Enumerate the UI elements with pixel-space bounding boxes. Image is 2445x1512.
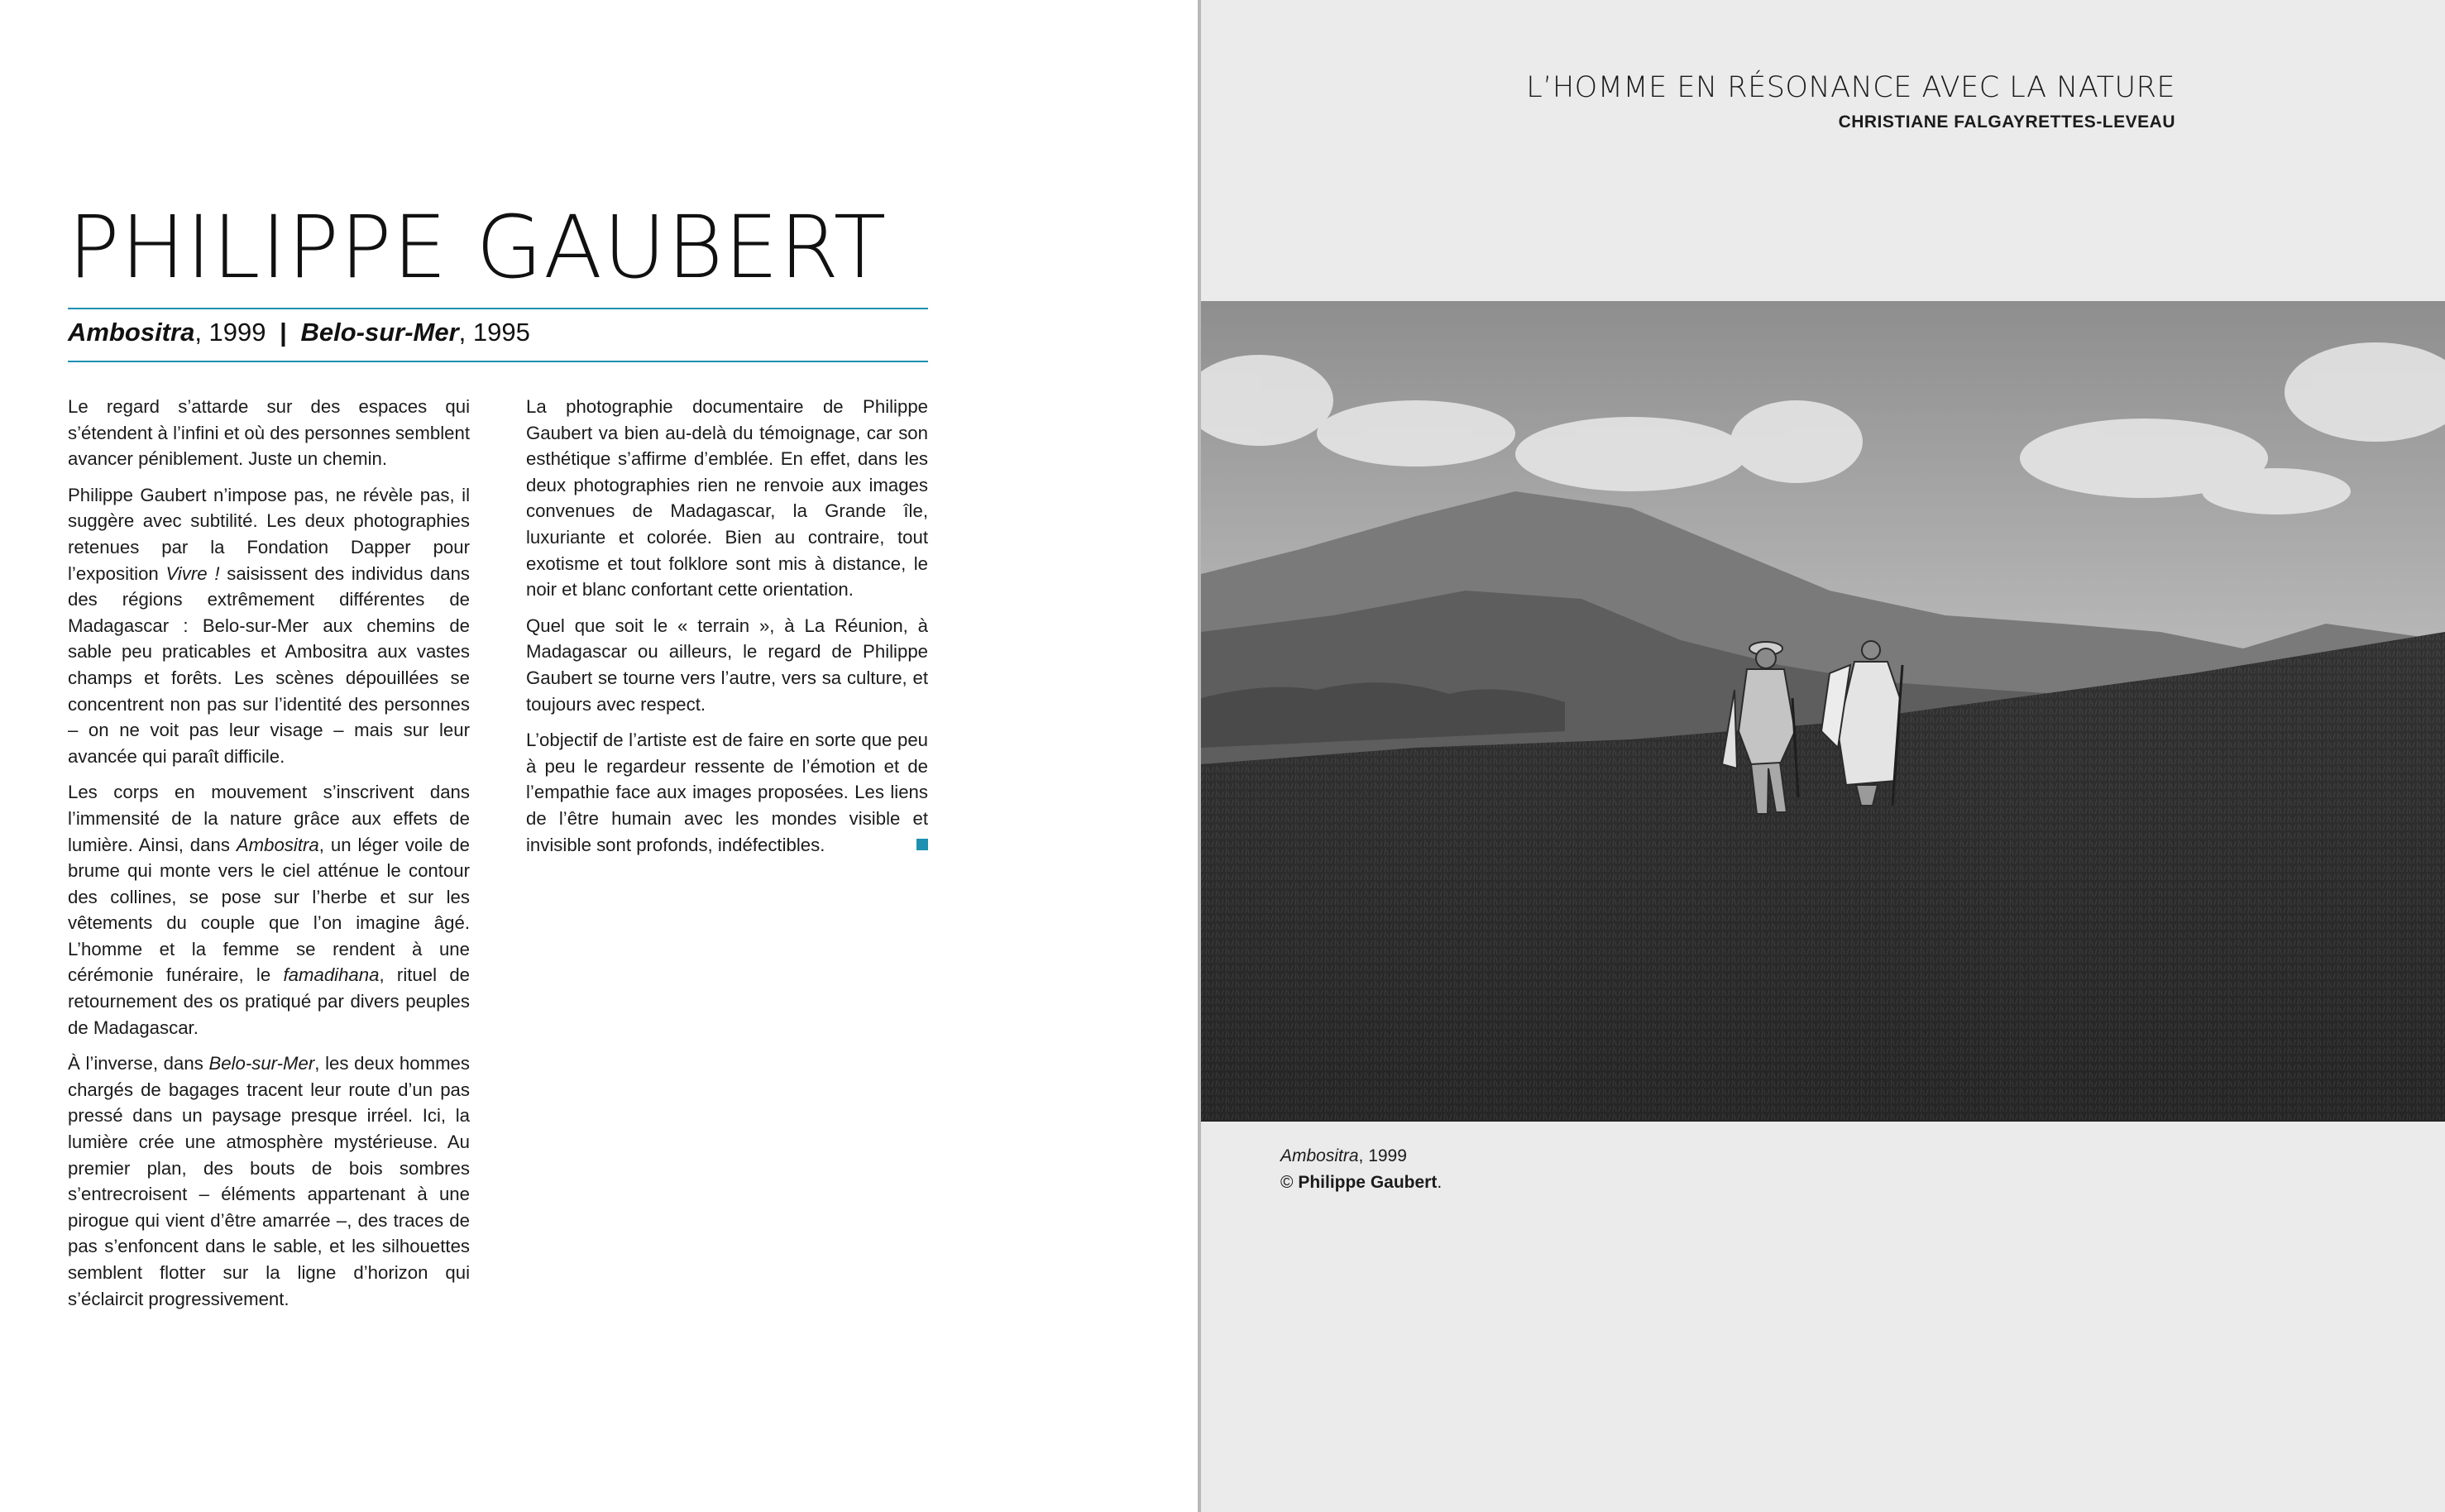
page-title: PHILIPPE GAUBERT [68, 197, 888, 298]
caption-line-1 [1280, 1143, 1942, 1170]
paragraph: Philippe Gaubert n’impose pas, ne révèle pas, il suggère avec subtilité. Les deux photographies retenues par la Fondation Dapper pour l’exposition Vivre ! saisissent des individus dans des régions extrêmement différentes de Madagascar : Belo-sur-Mer aux chemins de sable peu praticables et Ambositra aux vastes champs et forêts. Les scènes dépouillées se concentrent non pas sur l’identité des personnes – on ne voit pas leur visage – mais sur leur avancée qui paraît difficile. [68, 484, 470, 767]
title-rule-top [68, 308, 928, 309]
photo-caption [1280, 1143, 1942, 1196]
work-year-2: , 1995 [458, 318, 530, 347]
caption-year: , 1999 [1358, 1146, 1407, 1165]
paragraph: La photographie documentaire de Philippe Gaubert va bien au-delà du témoignage, car son esthétique s’affirme d’emblée. En effet, dans les deux photographies rien ne renvoie aux images convenues de Madagascar, la Grande île, luxuriante et colorée. Bien au contraire, tout exotisme et tout folklore sont mis à distance, le noir et blanc confortant cette orientation. [526, 396, 928, 600]
caption-line-2: © Philippe Gaubert. [1280, 1173, 1443, 1192]
paragraph: Le regard s’attarde sur des espaces qui s’étendent à l’infini et où des personnes semblent avancer péniblement. Juste un chemin. [68, 396, 470, 470]
end-of-article-mark [916, 839, 928, 850]
text-column-1 [68, 394, 470, 1322]
series-author: CHRISTIANE FALGAYRETTES-LEVEAU [1838, 112, 2175, 132]
caption-title: Ambositra [1280, 1146, 1359, 1165]
title-rule-bottom [68, 361, 928, 362]
caption-credit: Philippe Gaubert [1298, 1173, 1438, 1192]
text-column-2 [526, 394, 928, 868]
caption-copyright: © [1280, 1173, 1299, 1192]
series-title: L’HOMME EN RÉSONANCE AVEC LA NATURE [1526, 71, 2175, 104]
work-year-1: , 1999 [194, 318, 266, 347]
work-title-1: Ambositra [68, 318, 195, 347]
paragraph: Quel que soit le « terrain », à La Réunion, à Madagascar ou ailleurs, le regard de Philippe Gaubert se tourne vers l’autre, vers sa culture, et toujours avec respect. [526, 615, 928, 715]
paragraph: Les corps en mouvement s’inscrivent dans l’immensité de la nature grâce aux effets de lumière. Ainsi, dans Ambositra, un léger voile de brume qui monte vers le ciel atténue le contour des collines, se pose sur l’herbe et sur les vêtements du couple que l’on imagine âgé. L’homme et la femme se rendent à une cérémonie funéraire, le famadihana, rituel de retournement des os pratiqué par divers peuples de Madagascar. [68, 782, 471, 1038]
works-separator: | [280, 318, 287, 347]
works-subtitle [68, 318, 928, 351]
work-title-2: Belo-sur-Mer [300, 318, 459, 347]
photograph-ambositra [1201, 301, 2445, 1122]
paragraph: À l’inverse, dans Belo-sur-Mer, les deux hommes chargés de bagages tracent leur route d’un pas pressé dans un paysage presque irréel. Ici, la lumière crée une atmosphère mystérieuse. Au premier plan, des bouts de bois sombres s’entrecroisent – éléments appartenant à une pirogue qui vient d’être amarrée –, des traces de pas s’enfoncent dans le sable, et les silhouettes semblent flotter sur la ligne d’horizon qui s’éclaircit progressivement. [68, 1053, 470, 1309]
paragraph: L’objectif de l’artiste est de faire en sorte que peu à peu le regardeur ressente de l’émotion et de l’empathie face aux images proposées. Les liens de l’être humain avec les mondes visible et invisible sont profonds, indéfectibles. [526, 730, 928, 855]
